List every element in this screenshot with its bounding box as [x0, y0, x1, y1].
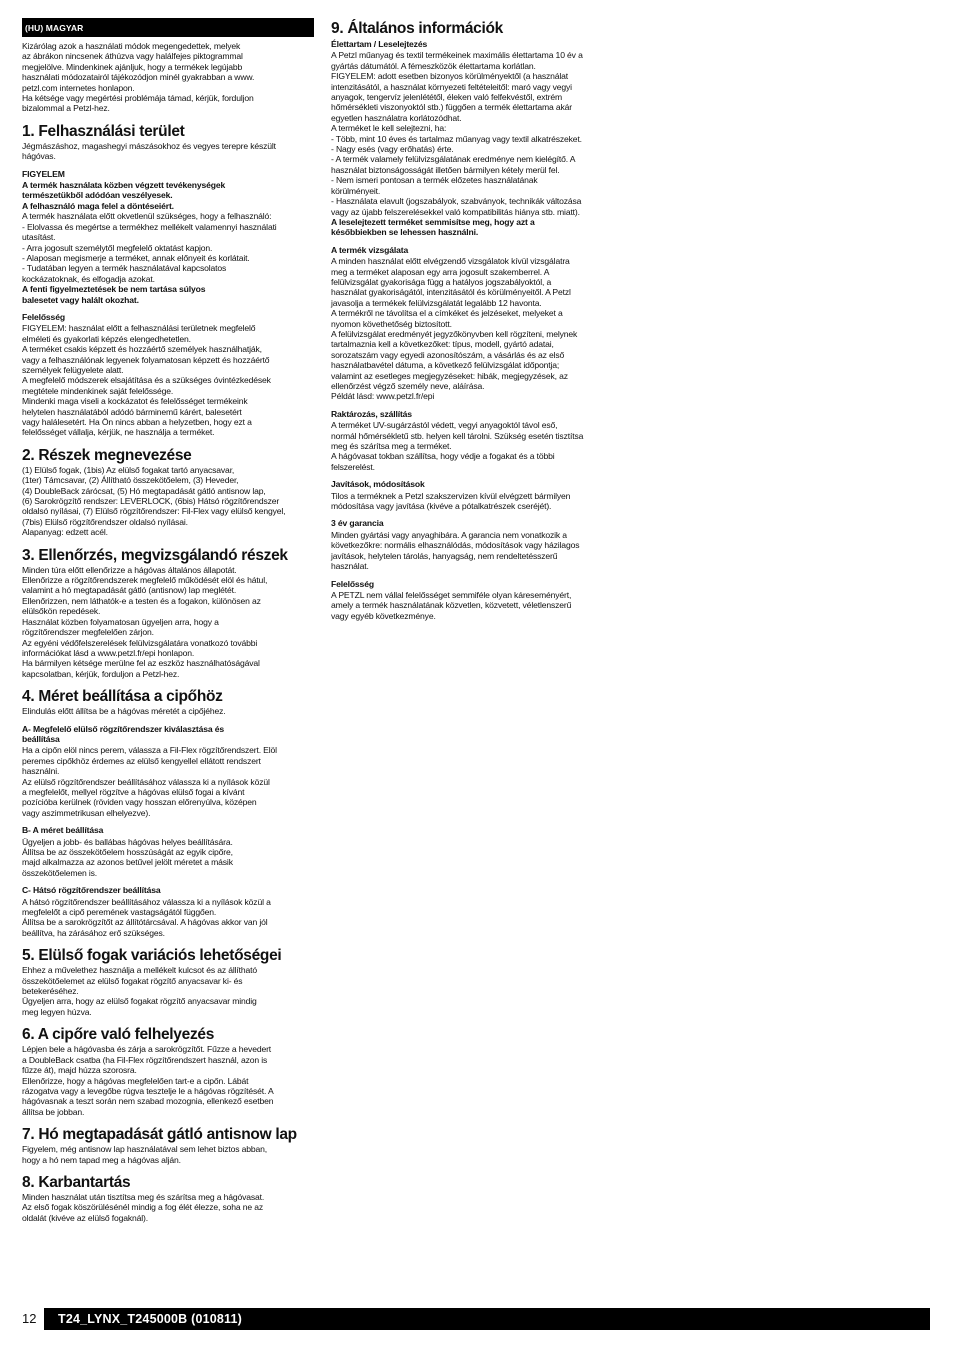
section-4a-heading: A- Megfelelő elülső rögzítőrendszer kiválasztása és beállítása: [22, 723, 225, 744]
section-4-title: 4. Méret beállítása a cipőhöz: [22, 688, 223, 706]
section-5-title: 5. Elülső fogak variációs lehetőségei: [22, 947, 282, 965]
language-label: (HU) MAGYAR: [22, 18, 314, 37]
section-7-title: 7. Hó megtapadását gátló antisnow lap: [22, 1126, 297, 1144]
warning-heading: FIGYELEM: [22, 168, 65, 179]
left-column: [22, 18, 314, 1223]
section-3-title: 3. Ellenőrzés, megvizsgálandó részek: [22, 546, 288, 564]
footer-bar: [44, 1308, 930, 1330]
repairs-text: Tilos a terméknek a Petzl szakszervizen kívül elvégzett bármilyen módosítása vagy javítása (kivéve a pótalkatrészek cseréjét).: [331, 490, 571, 512]
section-2-title: 2. Részek megnevezése: [22, 446, 192, 464]
lifetime-text: A Petzl műanyag és textil termékeinek maximális élettartama 10 év a gyártás dátumától. A fémeszközök élettartama korlátlan. FIGYELEM: adott esetben bizonyos körülményektől (a használat intenzitásától, a használat környezeti feltételeitől: maró vagy vegyi anyagok, tengervíz jelenlététől, éleken való felfekvéstől, extrém hőmérsékleti viszonyoktól stb.) függően a termék élettartama akár egyetlen használatra korlátozódhat. A terméket le kell selejtezni, ha: - Több, mint 10 éves és tartalmaz műanyag vagy textil alkatrészeket. - Nagy esés (vagy erőhatás) érte. - A termék valamely felülvizsgálatának eredménye nem kielégítő. A használat biztonságosságát illetően bármilyen kétely merül fel. - Nem ismeri pontosan a termék előzetes használatának körülményeit. - Használata elavult (jogszabályok, szabványok, technikák változása vagy az újabb felszerelésekkel való kompatibilitás hiánya stb. miatt).: [331, 50, 583, 217]
section-6-text: Lépjen bele a hágóvasba és zárja a sarokrögzítőt. Fűzze a hevedert a DoubleBack csatba (ha Fil-Flex rögzítőrendszert használ, azon is fűzze át), majd húzza szorosra. Ellenőrizze, hogy a hágóvas megfelelően tart-e a cipőn. Lábát rázogatva vagy a levegőbe rúgva tesztelje le a hágóvas rögzítését. A hágóvasnak a teszt során nem szabad mozognia, ellenkező esetben állítsa be jobban.: [22, 1044, 274, 1117]
section-7-text: Figyelem, még antisnow lap használatával sem lehet biztos abban, hogy a hó nem tapad meg a hágóvas alján.: [22, 1144, 268, 1165]
section-1-text: Jégmászáshoz, magashegyi mászásokhoz és vegyes terepre készült hágóvas.: [22, 140, 276, 162]
section-8-title: 8. Karbantartás: [22, 1173, 131, 1191]
section-3-text: Minden túra előtt ellenőrizze a hágóvas általános állapotát. Ellenőrizze a rögzítőrendszerek megfelelő működését elöl és hátul, valamint a hó megtapadását gátló (antisnow) lap meglétét. Ellenőrizzen, nem láthatók-e a testen és a fogakon, különösen az elülsőkön repedések. Használat közben folyamatosan ügyeljen arra, hogy a rögzítőrendszer megfelelően zárjon. Az egyéni védőfelszerelések felülvizsgálatára vonatkozó további információkat lásd a www.petzl.fr/epi honlapon. Ha bármilyen kétsége merülne fel az eszköz használhatóságával kapcsolatban, kérjük, forduljon a Petzl-hez.: [22, 564, 268, 679]
lifetime-bold-text: A leselejtezett terméket semmisítse meg, hogy azt a későbbiekben se lehessen használni.: [331, 216, 535, 238]
lifetime-heading: Élettartam / Leselejtezés: [331, 39, 428, 49]
section-6-title: 6. A cipőre való felhelyezés: [22, 1026, 215, 1044]
section-8-text: Minden használat után tisztítsa meg és szárítsa meg a hágóvasat. Az első fogak köszörülésénél mindig a fog élét élezze, soha ne az oldalát (kivéve az elülső fogaknál).: [22, 1191, 265, 1223]
responsibility-text: FIGYELEM: használat előtt a felhasználási területnek megfelelő elméleti és gyakorlati képzés elengedhetetlen. A terméket csakis képzett és hozzáértő személyek használhatják, vagy a felhasználónak legyenek folyamatosan képzett és hozzáértő személyek felügyelete alatt. A megfelelő módszerek elsajátítása és a szükséges óvintézkedések megtétele mindenkinek saját felelőssége. Mindenki maga viseli a kockázatot és felelősséget termékeink helytelen használatából adódó bárminemű kárért, balesetért vagy halálesetért. Ha Ön nincs abban a helyzetben, hogy ezt a felelősséget vállalja, kérjük, ne használja a terméket.: [22, 323, 271, 438]
warning-text: A termék használata előtt okvetlenül szükséges, hogy a felhasználó: - Elolvassa és megértse a termékhez mellékelt valamennyi használati utasítást. - Arra jogosult személytől megfelelő oktatást kapjon. - Alaposan megismerje a terméket, annak előnyeit és korlátait. - Tudatában legyen a termék használatával kapcsolatos kockázatoknak, és elfogadja azokat.: [22, 211, 277, 284]
liability-heading: Felelősség: [331, 578, 374, 589]
section-4c-text: A hátsó rögzítőrendszer beállításához válassza ki a nyílások közül a megfelelőt a cipő peremének vastagságától függően. Állítsa be a sarokrögzítőt az állítótárcsával. A hágóvas akkor van jól beállítva, ha zárásához erő szükséges.: [22, 896, 271, 938]
warranty-heading: 3 év garancia: [331, 518, 384, 529]
page-footer: [22, 1308, 930, 1330]
responsibility-heading: Felelősség: [22, 311, 65, 322]
section-4a-text: Ha a cipőn elöl nincs perem, válassza a Fil-Flex rögzítőrendszert. Elöl peremes cipőkhöz érdemes az elülső kengyellel ellátott rendszert használni. Az elülső rögzítőrendszer beállításához válassza ki a nyílások közül a megfelelőt, mellyel rögzítve a hágóvas elülső fogai a kívánt pozícióba kerülnek (röviden vagy hosszan előrenyúlva, középen vagy aszimmetrikusan elhelyezve).: [22, 745, 277, 818]
page-number: 12: [22, 1311, 37, 1326]
section-1-title: 1. Felhasználási terület: [22, 122, 185, 140]
section-4b-text: Ügyeljen a jobb- és ballábas hágóvas helyes beállítására. Állítsa be az összekötőelem hosszúságát az egyik cipőre, majd alkalmazza az azonos betűvel jelölt méretet a másik összekötőelemen is.: [22, 836, 233, 878]
warning-bold-text-2: A fenti figyelmeztetések be nem tartása súlyos balesetet vagy halált okozhat.: [22, 284, 206, 305]
section-4b-heading: B- A méret beállítása: [22, 825, 104, 836]
inspection-heading: A termék vizsgálata: [331, 244, 409, 255]
section-4c-heading: C- Hátsó rögzítőrendszer beállítása: [22, 885, 161, 896]
document-code: T24_LYNX_T245000B (010811): [58, 1312, 243, 1326]
section-2-text: (1) Elülső fogak, (1bis) Az elülső fogakat tartó anyacsavar, (1ter) Támcsavar, (2) Állítható összekötőelem, (3) Heveder, (4) DoubleBack zárócsat, (5) Hó megtapadását gátló antisnow lap, (6) Sarokrögzítő rendszer: LEVERLOCK, (6bis) Hátsó rögzítőrendszer oldalsó nyílásai, (7) Elülső rögzítőrendszer: Fil-Flex vagy elülső kengyel, (7bis) Elülső rögzítőrendszer oldalsó nyílásai. Alapanyag: edzett acél.: [22, 464, 286, 538]
storage-heading: Raktározás, szállítás: [331, 408, 412, 419]
storage-text: A terméket UV-sugárzástól védett, vegyi anyagoktól távol eső, normál hőmérsékletű stb. helyen kell tárolni. Szükség esetén tisztítsa meg és szárítsa meg a terméket. A hágóvasat tokban szállítsa, hogy védje a fogakat és a többi felszerelést.: [331, 420, 584, 472]
warning-bold-text: A termék használata közben végzett tevékenységek természetükből adódóan veszélyesek. A felhasználó maga felel a döntéseiért.: [22, 180, 226, 211]
section-9-title: 9. Általános információk: [331, 20, 503, 37]
repairs-heading: Javítások, módosítások: [331, 479, 425, 490]
liability-text: A PETZL nem vállal felelősséget semmiféle olyan káreseményért, amely a termék használatának közvetlen, közvetett, véletlenszerű vagy egyéb következménye.: [331, 589, 572, 621]
right-column: [331, 20, 623, 621]
section-5-text: Ehhez a művelethez használja a mellékelt kulcsot és az állítható összekötőelemet az elülső fogakat rögzítő anyacsavar ki- és betekeréséhez. Ügyeljen arra, hogy az elülső fogakat rögzítő anyacsavar mindig meg legyen húzva.: [22, 965, 257, 1017]
inspection-text: A minden használat előtt elvégzendő vizsgálatok kívül vizsgálatra meg a terméket alaposan egy arra jogosult szakemberrel. A felülvizsgálat gyakorisága függ a hatályos jogszabályoktól, a használat gyakoriságától, intenzitásától és körülményeitől. A Petzl javasolja a termékek felülvizsgálatát legalább 12 havonta. A termékről ne távolítsa el a címkéket és jelzéseket, melyeket a nyomon követhetőség biztosított. A felülvizsgálat eredményét jegyzőkönyvben kell rögzíteni, melynek tartalmaznia kell a következőket: típus, modell, gyártó adatai, sorozatszám vagy egyedi azonosítószám, a vásárlás és az első használatbavétel dátuma, a következő felülvizsgálat időpontja; valamint az esetleges megjegyzéseket: hibák, megjegyzések, az ellenőrzést végző személy neve, aláírása. Példát lásd: www.petzl.fr/epi: [331, 256, 578, 402]
section-4-text: Elindulás előtt állítsa be a hágóvas méretét a cipőjéhez.: [22, 706, 226, 717]
intro-text: Kizárólag azok a használati módok megengedettek, melyek az ábrákon nincsenek áthúzva vagy halálfejes piktogrammal megjelölve. Mindenkinek ajánljuk, hogy a termékek legújabb használati módozatairól tájékozódjon minél gyakrabban a www. petzl.com internetes honlapon. Ha kétsége vagy megértési problémája támad, kérjük, forduljon bizalommal a Petzl-hez.: [22, 41, 255, 114]
warranty-text: Minden gyártási vagy anyaghibára. A garancia nem vonatkozik a következőkre: normális elhasználódás, módosítások vagy házilagos javítások, helytelen tárolás, hanyagság, nem rendeltetésszerű használat.: [331, 529, 580, 572]
